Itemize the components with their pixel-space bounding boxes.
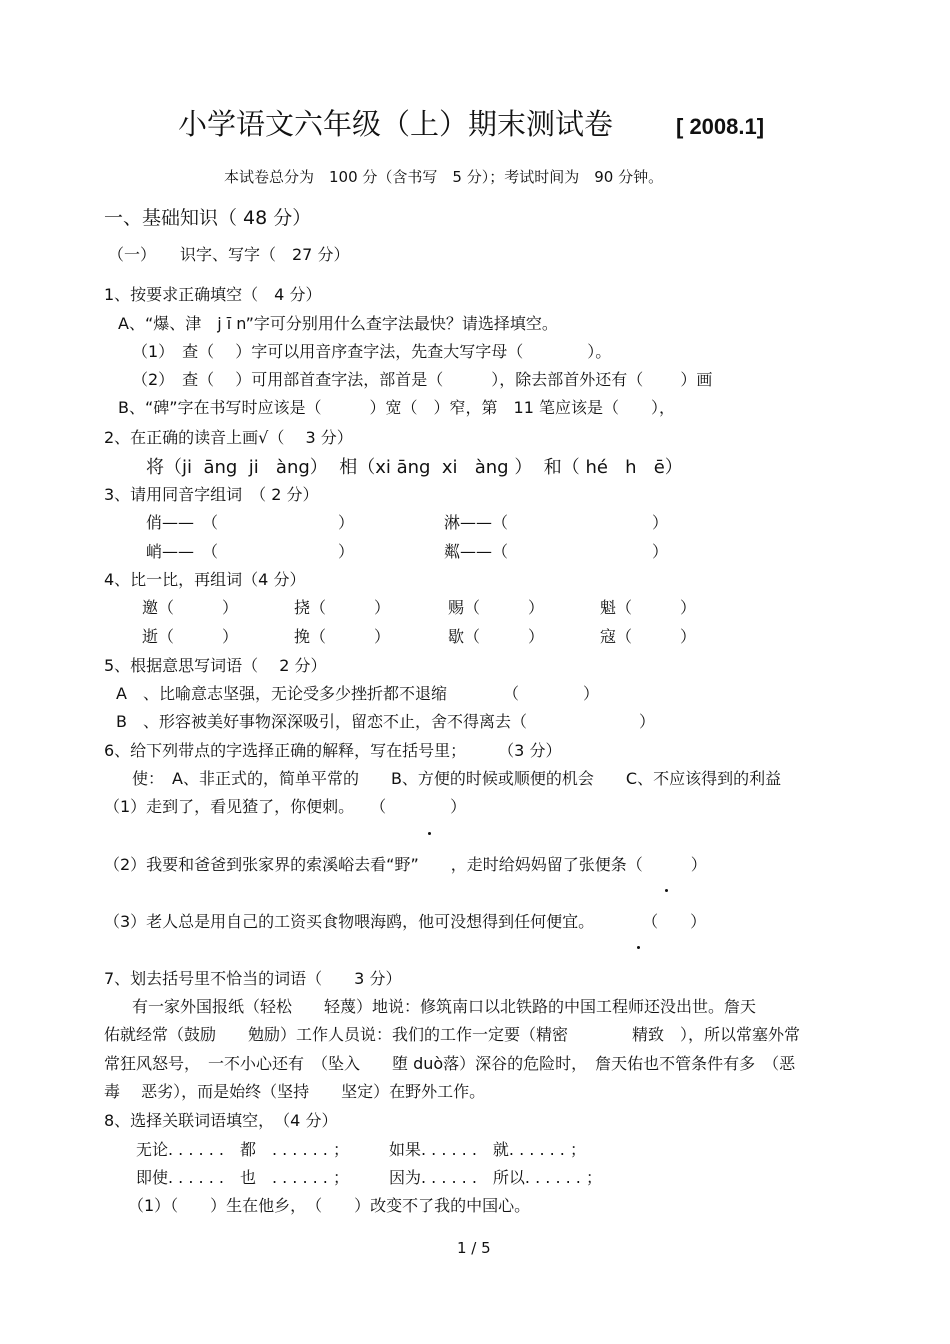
q4-item: 赐（ ） bbox=[448, 598, 545, 617]
q1-part-a1: （1） 查（ ）字可以用音序查字法，先查大写字母（ ）。 bbox=[132, 342, 612, 361]
q4-title: 4、比一比，再组词（4 分） bbox=[104, 570, 306, 589]
q1-part-a: A、“爆、津 j ī n”字可分别用什么查字法最快？请选择填空。 bbox=[118, 314, 558, 333]
q3-row1-b: ） bbox=[338, 513, 355, 532]
q3-row1-d: ） bbox=[652, 513, 669, 532]
q8-title: 8、选择关联词语填空， （4 分） bbox=[104, 1111, 338, 1130]
q2-title: 2、在正确的读音上画√（ 3 分） bbox=[104, 428, 353, 447]
page-title: 小学语文六年级（上）期末测试卷 bbox=[178, 107, 614, 141]
q7-passage-line: 有一家外国报纸（轻松 轻蔑）地说：修筑南口以北铁路的中国工程师还没出世。詹天 bbox=[132, 997, 757, 1016]
emphasis-dot bbox=[665, 889, 668, 892]
q6-sentence-1: （1）走到了，看见猹了，你便刺。 （ ） bbox=[104, 797, 467, 816]
q3-row2-c: 粼——（ bbox=[444, 542, 509, 561]
q4-item: 挠（ ） bbox=[294, 598, 391, 617]
q8-options-row: 即使. . . . . . 也 . . . . . . ； 因为. . . . . . 所以. . . . . . ； bbox=[136, 1168, 602, 1187]
q6-sentence-3: （3）老人总是用自己的工资买食物喂海鸥，他可没想得到任何便宜。 （ ） bbox=[104, 912, 707, 931]
q4-item: 寇（ ） bbox=[600, 627, 697, 646]
exam-info: 本试卷总分为 100 分（含书写 5 分）；考试时间为 90 分钟。 bbox=[224, 168, 664, 186]
q6-title: 6、给下列带点的字选择正确的解释，写在括号里； （3 分） bbox=[104, 741, 562, 760]
q1-title: 1、按要求正确填空（ 4 分） bbox=[104, 285, 322, 304]
q4-item: 歇（ ） bbox=[448, 627, 545, 646]
emphasis-dot bbox=[428, 832, 431, 835]
q3-row2-b: ） bbox=[338, 542, 355, 561]
section-heading: 一、基础知识（ 48 分） bbox=[104, 207, 312, 229]
q6-options: 使： A、非正式的，简单平常的 B、方便的时候或顺便的机会 C、不应该得到的利益 bbox=[132, 769, 782, 788]
q7-title: 7、划去括号里不恰当的词语（ 3 分） bbox=[104, 969, 402, 988]
q3-row2-a: 峭—— （ bbox=[146, 542, 219, 561]
q4-item: 邀（ ） bbox=[142, 598, 239, 617]
emphasis-dot bbox=[637, 946, 640, 949]
subsection-heading: （一） 识字、写字（ 27 分） bbox=[108, 245, 350, 264]
q2-pinyin-line: 将（ji āng ji àng） 相（xi āng xi àng ） 和（ hé h ē） bbox=[146, 457, 683, 478]
q3-row1-a: 俏—— （ bbox=[146, 513, 219, 532]
q3-row1-c: 淋——（ bbox=[444, 513, 509, 532]
q5-part-a: A 、比喻意志坚强，无论受多少挫折都不退缩 （ ） bbox=[116, 684, 599, 703]
q1-part-a2: （2） 查（ ）可用部首查字法，部首是（ ），除去部首外还有（ ）画 bbox=[132, 370, 713, 389]
q5-part-b: B 、形容被美好事物深深吸引，留恋不止，舍不得离去（ ） bbox=[116, 712, 655, 731]
q7-passage-line: 佑就经常（鼓励 勉励）工作人员说：我们的工作一定要（精密 精致 ），所以常塞外常 bbox=[104, 1025, 801, 1044]
q4-item: 逝（ ） bbox=[142, 627, 239, 646]
q4-item: 挽（ ） bbox=[294, 627, 391, 646]
q7-passage-line: 常狂风怒号， 一不小心还有 （坠入 堕 duò落）深谷的危险时， 詹天佑也不管条件有多 （恶 bbox=[104, 1054, 796, 1073]
q3-title: 3、请用同音字组词 （ 2 分） bbox=[104, 485, 319, 504]
q4-item: 魁（ ） bbox=[600, 598, 697, 617]
page-number: 1 / 5 bbox=[457, 1239, 491, 1257]
exam-date: [ 2008.1] bbox=[676, 114, 765, 139]
q8-sentence-1: （1）（ ）生在他乡， （ ）改变不了我的中国心。 bbox=[128, 1196, 531, 1215]
q6-sentence-2: （2）我要和爸爸到张家界的索溪峪去看“野” ，走时给妈妈留了张便条（ ） bbox=[104, 855, 707, 874]
q8-options-row: 无论. . . . . . 都 . . . . . . ； 如果. . . . . . 就. . . . . . ； bbox=[136, 1140, 586, 1159]
q7-passage-line: 毒 恶劣），而是始终（坚持 坚定）在野外工作。 bbox=[104, 1082, 486, 1101]
q1-part-b: B、“碑”字在书写时应该是（ ）宽（ ）窄，第 11 笔应该是（ ）， bbox=[118, 398, 676, 417]
q3-row2-d: ） bbox=[652, 542, 669, 561]
q5-title: 5、根据意思写词语（ 2 分） bbox=[104, 656, 327, 675]
